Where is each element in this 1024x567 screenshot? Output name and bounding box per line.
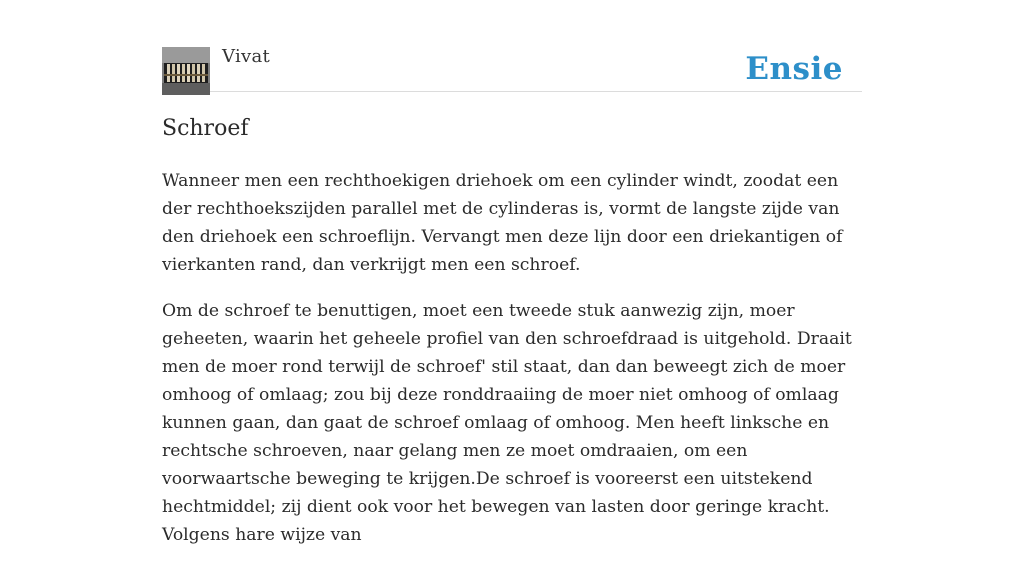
brand-logo[interactable]: Ensie bbox=[745, 51, 843, 87]
article-body bbox=[162, 167, 862, 549]
author-name[interactable]: Vivat bbox=[222, 46, 271, 67]
page-container bbox=[162, 0, 862, 567]
author-avatar[interactable] bbox=[162, 47, 210, 95]
article-paragraph: Wanneer men een rechthoekigen driehoek om een cylinder windt, zoodat een der rechthoekszijden parallel met de cylinderas is, vormt de langste zijde van den driehoek een schroeflijn. Vervangt men deze lijn door een driekantigen of vierkanten rand, dan verkrijgt men een schroef. bbox=[162, 171, 843, 275]
article-paragraph: Om de schroef te benuttigen, moet een tweede stuk aanwezig zijn, moer geheeten, waarin het geheele profiel van den schroefdraad is uitgehold. Draait men de moer rond terwijl de schroef' stil staat, dan dan beweegt zich de moer omhoog of omlaag; zou bij deze ronddraaiing de moer niet omhoog of omlaag kunnen gaan, dan gaat de schroef omlaag of omhoog. Men heeft linksche en rechtsche schroeven, naar gelang men ze moet omdraaien, om een voorwaartsche beweging te krijgen.De schroef is vooreerst een uitstekend hechtmiddel; zij dient ook voor het bewegen van lasten door geringe kracht. Volgens hare wijze van bbox=[162, 301, 852, 545]
book-spines-avatar-icon bbox=[162, 47, 210, 95]
article-title: Schroef bbox=[162, 116, 249, 141]
header bbox=[162, 0, 862, 92]
